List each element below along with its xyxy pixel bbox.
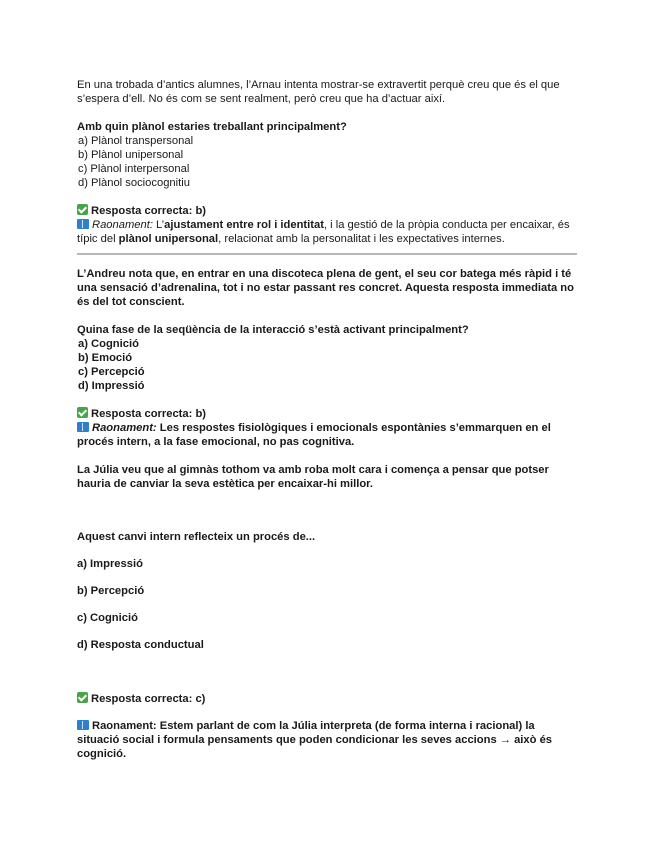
- option-b: b) Emoció: [78, 352, 133, 364]
- check-mark-icon: [77, 407, 88, 418]
- question-text: Quina fase de la seqüència de la interacció s’està activant principalment?: [77, 324, 469, 336]
- option-b: b) Percepció: [77, 585, 145, 597]
- reasoning: Raonament: L’ajustament entre rol i identitat, i la gestió de la pròpia conducta per encaixar, és típic del plànol unipersonal, relacionat amb la personalitat i les expectatives internes.: [77, 219, 570, 245]
- option-a: a) Cognició: [78, 338, 139, 350]
- question-block-1: [77, 78, 577, 246]
- option-d: d) Impressió: [78, 380, 145, 392]
- check-mark-icon: [77, 692, 88, 703]
- question-text: Amb quin plànol estaries treballant principalment?: [77, 121, 347, 133]
- section-divider: [77, 253, 577, 255]
- scenario-text: L’Andreu nota que, en entrar en una discoteca plena de gent, el seu cor batega més ràpid i té una sensació d’adrenalina, tot i no estar passant res concret. Aquesta resposta immediata no és del tot conscient.: [77, 268, 574, 308]
- option-a: a) Plànol transpersonal: [78, 135, 194, 147]
- document-page: [77, 78, 577, 761]
- scenario-text: La Júlia veu que al gimnàs tothom va amb roba molt cara i comença a pensar que potser hauria de canviar la seva estètica per encaixar-hi millor.: [77, 464, 549, 490]
- reasoning: Raonament: Les respostes fisiològiques i emocionals espontànies s’emmarquen en el procés intern, a la fase emocional, no pas cognitiva.: [77, 422, 551, 448]
- book-icon: [77, 422, 89, 432]
- option-b: b) Plànol unipersonal: [78, 149, 184, 161]
- option-a: a) Impressió: [77, 558, 143, 570]
- option-c: c) Percepció: [78, 366, 145, 378]
- check-mark-icon: [77, 204, 88, 215]
- option-c: c) Cognició: [77, 612, 138, 624]
- option-d: d) Resposta conductual: [77, 639, 204, 651]
- option-c: c) Plànol interpersonal: [78, 163, 190, 175]
- book-icon: [77, 219, 89, 229]
- correct-answer: Resposta correcta: c): [77, 692, 577, 706]
- correct-answer: Resposta correcta: b): [77, 407, 577, 421]
- reasoning: Raonament: Estem parlant de com la Júlia interpreta (de forma interna i racional) la situació social i formula pensaments que poden condicionar les seves accions → això és cognició.: [77, 720, 553, 760]
- question-block-3: [77, 530, 577, 761]
- option-d: d) Plànol sociocognitiu: [78, 177, 190, 189]
- book-icon: [77, 720, 89, 730]
- scenario-text: En una trobada d’antics alumnes, l’Arnau intenta mostrar-se extravertit perquè creu que és el que s’espera d’ell. No és com se sent realment, però creu que ha d’actuar així.: [77, 79, 560, 105]
- question-block-2: [77, 267, 577, 491]
- correct-answer: Resposta correcta: b): [77, 204, 577, 218]
- question-text: Aquest canvi intern reflecteix un procés de...: [77, 531, 316, 543]
